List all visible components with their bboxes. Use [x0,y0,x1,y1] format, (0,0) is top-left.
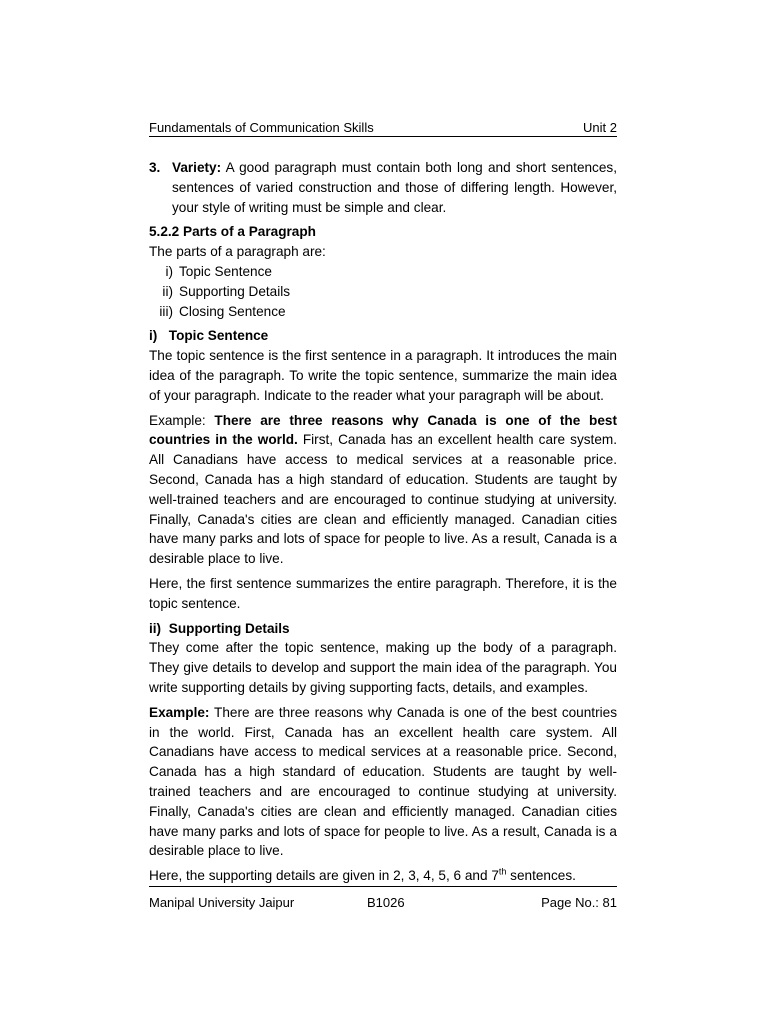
parts-list [149,262,617,321]
supporting-note [149,866,617,886]
page-body [149,158,617,886]
ordinal-suffix: th [498,866,507,877]
topic-note: Here, the first sentence summarizes the entire paragraph. Therefore, it is the topic sentence. [149,575,617,611]
subheading-label: Supporting Details [168,620,290,636]
header-course-title: Fundamentals of Communication Skills [149,120,374,135]
footer-course-code: B1026 [367,895,405,910]
footer-page-number: Page No.: 81 [541,895,617,910]
list-item-variety [149,158,617,217]
footer-university: Manipal University Jaipur [149,895,295,910]
item-text [172,158,617,217]
subheading-label: Topic Sentence [168,328,269,344]
header-unit: Unit 2 [583,120,617,135]
supporting-details-heading [149,619,617,639]
list-number: iii) [159,303,173,319]
example-topic-sentence: There are three reasons why Canada is one of the best countries in the world. [149,412,617,448]
subheading-number: ii) [149,620,162,636]
list-label: Topic Sentence [179,263,272,279]
page-footer [149,886,617,910]
note-end: sentences. [506,868,576,884]
topic-paragraph: The topic sentence is the first sentence in a paragraph. It introduces the main idea of the paragraph. To write the topic sentence, summarize the main idea of your paragraph. Indicate to the reader what your paragraph will be about. [149,348,617,403]
item-body: A good paragraph must contain both long and short sentences, sentences of varied construction and those of differing length. However, your style of writing must be simple and clear. [172,160,617,215]
section-heading: 5.2.2 Parts of a Paragraph [149,224,316,240]
topic-example [149,411,617,569]
example-body: First, Canada has an excellent health care system. All Canadians have access to medical services at a reasonable price. Second, Canada has a high standard of education. Students are taught by well-trained teachers and are encouraged to continue studying at university. Finally, Canada's cities are clean and efficiently managed. Canadian cities have many parks and lots of space for people to live. As a result, Canada is a desirable place to live. [149,432,617,567]
page-header [149,117,617,137]
section-intro: The parts of a paragraph are: [149,244,326,260]
supporting-paragraph: They come after the topic sentence, making up the body of a paragraph. They give details to develop and support the main idea of the paragraph. You write supporting details by giving supporting facts, details, and examples. [149,640,617,695]
topic-sentence-heading [149,326,617,346]
example-body: There are three reasons why Canada is one of the best countries in the world. First, Canada has an excellent health care system. All Canadians have access to medical services at a reasonable price. Second, Canada has a high standard of education. Students are taught by well- trained teachers and are encouraged to continue studying at university. Finally, Canada's cities are clean and efficiently managed. Canadian cities have many parks and lots of space for people to live. As a result, Canada is a desirable place to live. [149,704,617,859]
list-item [149,262,617,282]
supporting-example [149,703,617,861]
list-item [149,282,617,302]
item-number: 3. [149,160,161,175]
list-label: Supporting Details [179,283,291,299]
list-item [149,302,617,322]
item-title: Variety: [172,160,222,175]
example-label: Example: [149,704,210,720]
list-label: Closing Sentence [179,303,286,319]
example-label: Example: [149,412,215,428]
list-number: ii) [162,283,173,299]
list-number: i) [165,263,173,279]
note-text: Here, the supporting details are given in 2, 3, 4, 5, 6 and 7 [149,868,499,884]
subheading-number: i) [149,328,158,344]
